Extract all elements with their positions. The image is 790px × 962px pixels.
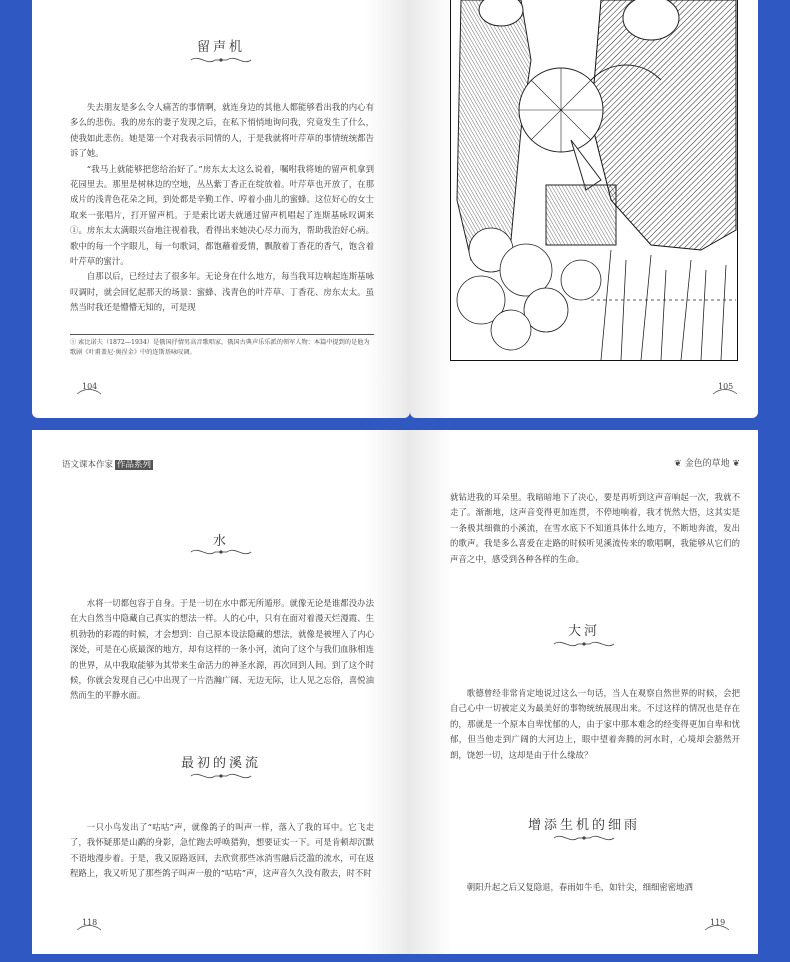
section-title: 增添生机的细雨 [527,818,640,833]
chapter-title: 留声机 [196,40,245,55]
leaf-icon: ❦ [729,459,740,469]
section-title: 最初的溪流 [180,756,261,771]
book-title-header: ❦ 金色的草地 ❦ [674,459,740,469]
paragraph: 就钻进我的耳朵里。我暗暗地下了决心，要是再听到这声音响起一次，我就不走了。渐渐地，这声音变得更加连贯，不停地响着，我才恍然大悟，这其实是一条极其细微的小溪流，在雪水底下不知道具体什么地方，不断地奔流，发出的歌声。我是多么喜爱在走路的时候听见溪流传来的歌唱啊，我能够从它们的声音之中，感受到各种各样的生命。 [450,492,740,564]
paragraph: 水将一切都包容于自身。于是一切在水中都无所遁形。就像无论是谁都没办法在大自然当中隐藏自己真实的想法一样。人的心中，只有在面对着漫天烂漫霞、生机勃勃的彩霞的时候，才会想到：自己原本设法隐藏的想法，就像是被埋入了内心深处，可是在心底最深的地方，却有这样的一条小河，流向了这个与我们血脉相连的世界，从中我取能够为其带来生命活力的神圣水源，再次回到人间。到了这个时候，你就会发现自己心中出现了一片浩瀚广阔、无边无际，让人见之忘俗，喜悦油然而生的平静水面。 [70,598,374,701]
flourish-ornament [189,546,253,558]
paragraph: “我马上就能够把您给治好了。”房东太太这么说着，嘱咐我将她的留声机拿到花园里去。那里是树林边的空地，丛丛紫丁香正在绽放着。叶芹草也开放了，在那成片的浅青色花朵之间，到处都是辛勤工作、哼着小曲儿的蜜蜂。这位好心的女士取来一张唱片，打开留声机。于是索比诺夫就通过留声机唱起了连斯基咏叹调来①。房东太太满眼兴奋地注视着我，看得出来她决心尽力而为，帮助我治好心病。歌中的每一个字眼儿，每一句歌词，都饱蘸着爱情，飘散着丁香花的香气，饱含着叶芹草的蜜汁。 [70,163,374,267]
body-text [450,490,740,567]
body-text [450,880,740,895]
paragraph: 歌德曾经非常肯定地说过这么一句话，当人在观察自然世界的时候，会把自己心中一切被定义为最美好的事物统统展现出来。不过这样的情况也是存在的，那就是一个原本自卑忧郁的人，由于家中那本难念的经变得更加自卑和忧郁，但当他走到广阔的大河边上，眼中望着奔腾的河水时，心境却会豁然开朗，饶恕一切，这却是由于什么缘故？ [450,688,740,760]
page-number: 105 [718,382,733,391]
paragraph: 朝阳升起之后又复隐退，春雨如牛毛，如针尖，细细密密地洒 [466,882,693,892]
flourish-ornament [552,832,616,844]
body-text [450,686,740,763]
paragraph: 一只小鸟发出了“咕咕”声，就像鸽子的叫声一样，落入了我的耳中。它飞走了，我怀疑那是山鹬的身影，急忙跑去呼唤猎狗，想要证实一下。可是肯顿却沉默不语地漫步着。于是，我又原路返回，去欣赏那些冰消雪融后泛滥的流水，可在返程路上，我又听见了那些鸽子叫声一般的“咕咕”声，这声音久久没有散去，时不时 [70,822,374,879]
section-title: 水 [212,534,229,549]
series-tag: 作品系列 [117,460,152,470]
body-text [70,820,374,882]
body-text [70,100,374,316]
series-header [62,458,153,470]
page-number: 119 [710,918,725,927]
leaf-icon: ❦ [674,459,685,469]
body-text [70,596,374,704]
gramophone-illustration [450,0,738,361]
page-number: 118 [82,918,97,927]
page-105 [410,0,758,418]
page-119 [410,430,758,954]
paragraph: 自那以后，已经过去了很多年。无论身在什么地方，每当我耳边响起连斯基咏叹调时，就会回忆起那天的场景：蜜蜂、浅青色的叶芹草、丁香花、房东太太。虽然当时我还是懵懵无知的，可是现 [70,271,374,313]
section-title: 大河 [567,624,600,639]
series-title: 语文课本作家 [62,460,114,470]
flourish-ornament [189,770,253,782]
illustration-image [451,0,737,360]
page-number: 104 [82,382,97,391]
book-spread-top [12,0,778,418]
book-spread-bottom [12,430,778,954]
page-104 [32,0,410,418]
flourish-ornament [552,638,616,650]
flourish-ornament [189,54,253,66]
footnote: ① 索比诺夫（1872—1934）是俄国抒情男高音歌唱家，俄国古典声乐乐派的领军人物；本篇中提到的是他为歌剧《叶甫盖尼·奥涅金》中的连斯基咏叹调。 [70,334,374,358]
page-118 [32,430,410,954]
paragraph: 失去朋友是多么令人痛苦的事情啊，就连身边的其他人都能够看出我的内心有多么的悲伤。我的房东的妻子发现之后，在私下悄悄地询问我，究竟发生了什么，使我如此悲伤。她是第一个对我表示同情的人，于是我就将叶芹草的事情统统都告诉了她。 [70,102,374,159]
